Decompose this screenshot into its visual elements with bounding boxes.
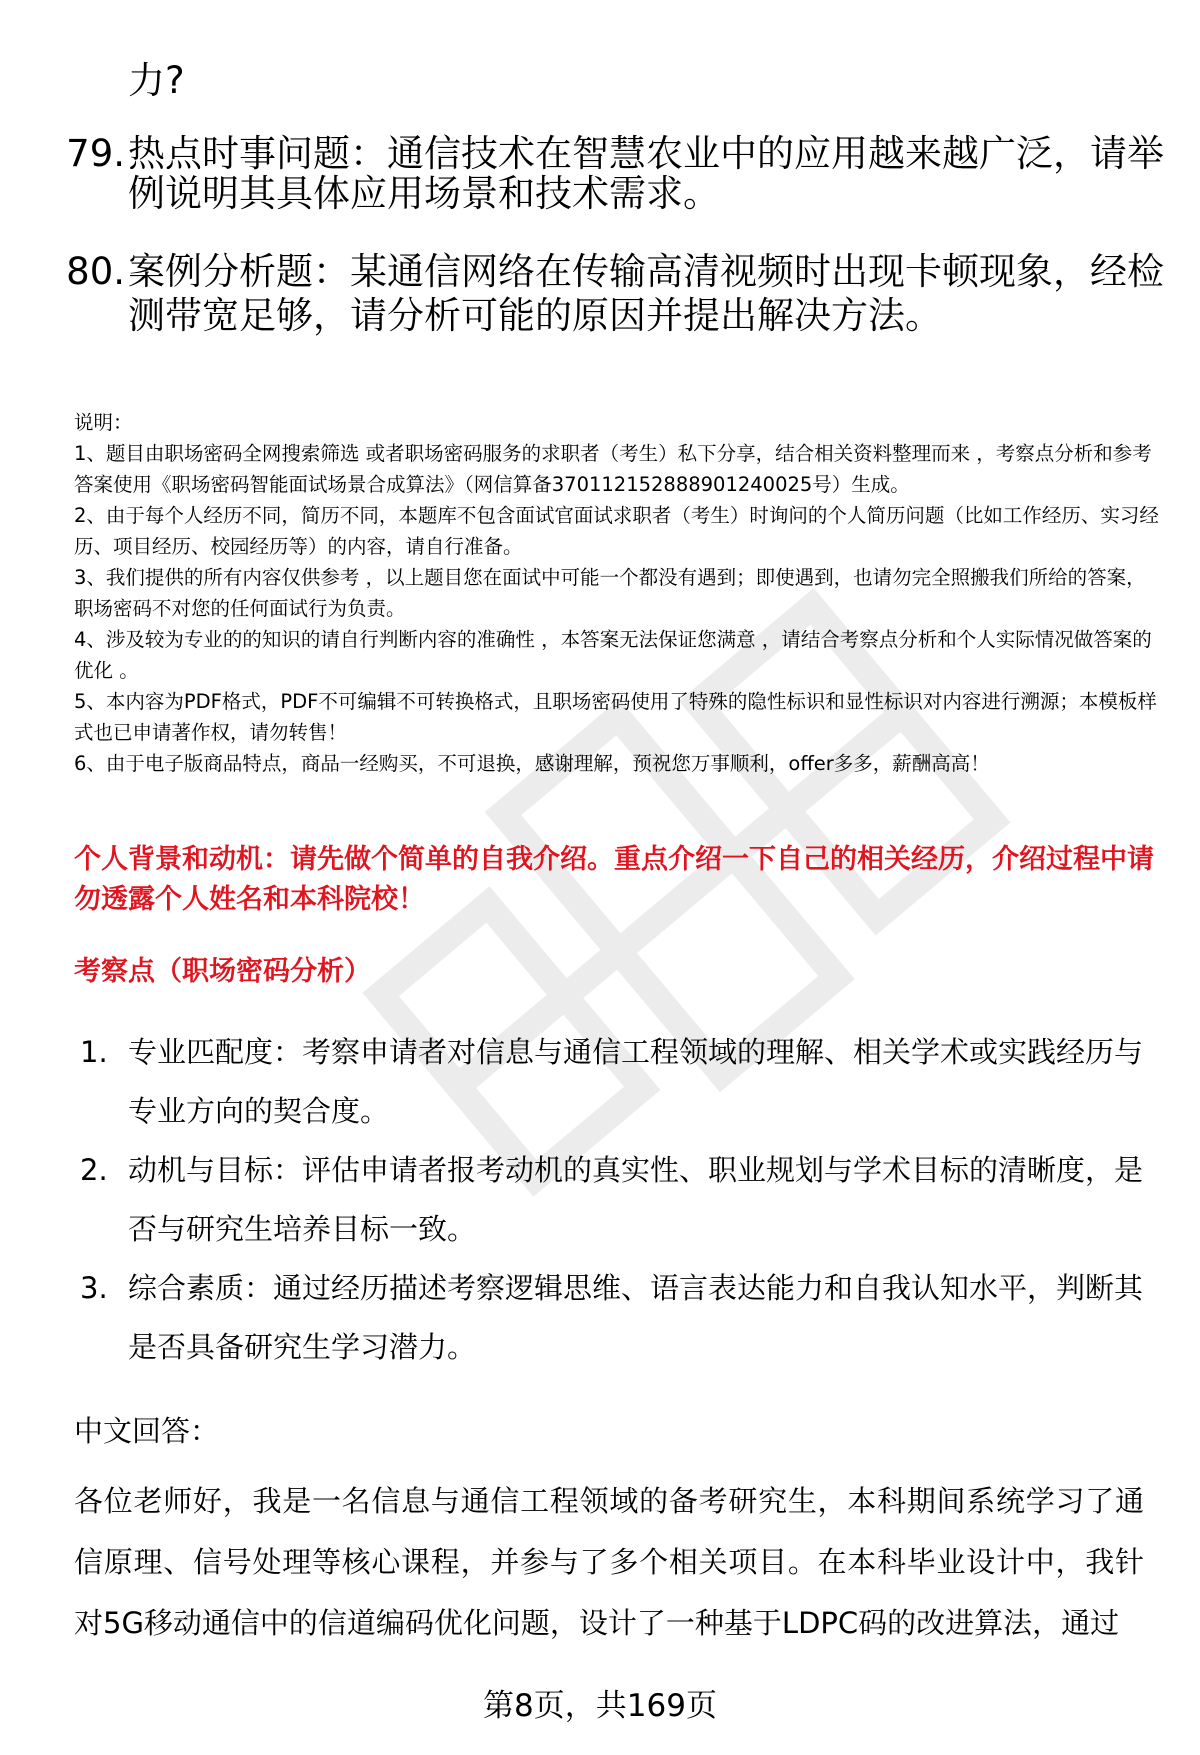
notes-title: 说明： [74,411,133,434]
exam-points-list [80,1023,1160,1377]
exam-points-title: 考察点（职场密码分析） [74,956,371,987]
list-item [80,1023,1160,1141]
note-item: 3、我们提供的所有内容仅供参考 ，以上题目您在面试中可能一个都没有遇到；即使遇到，也请勿完全照搬我们所给的答案，职场密码不对您的任何面试行为负责。 [74,566,1146,620]
question-text-line1: 案例分析题：某通信网络在传输高清视频时出现卡顿现象，经检 [128,250,1164,293]
list-item-text: 综合素质：通过经历描述考察逻辑思维、语言表达能力和自我认知水平，判断其是否具备研究生学习潜力。 [128,1271,1144,1364]
question-text-line2: 例说明其具体应用场景和技术需求。 [128,172,720,215]
notes-section [74,407,1164,779]
list-item [80,1259,1160,1377]
question-number: 79. [66,132,125,175]
page-footer: 第8页，共169页 [483,1688,717,1724]
list-item-text: 专业匹配度：考察申请者对信息与通信工程领域的理解、相关学术或实践经历与专业方向的契合度。 [128,1035,1144,1128]
list-item-number: 2. [80,1153,108,1187]
question-number: 80. [66,250,125,293]
list-item-text: 动机与目标：评估申请者报考动机的真实性、职业规划与学术目标的清晰度，是否与研究生培养目标一致。 [128,1153,1144,1246]
question-text-line2: 测带宽足够，请分析可能的原因并提出解决方法。 [128,294,942,337]
question-text-line1: 热点时事问题：通信技术在智慧农业中的应用越来越广泛，请举 [128,132,1164,175]
note-item: 1、题目由职场密码全网搜索筛选 或者职场密码服务的求职者（考生）私下分享，结合相关资料整理而来 ，考察点分析和参考答案使用《职场密码智能面试场景合成算法》（网信算备370112152888901240025号）生成。 [74,442,1152,496]
note-item: 2、由于每个人经历不同，简历不同，本题库不包含面试官面试求职者（考生）时询问的个人简历问题（比如工作经历、实习经历、项目经历、校园经历等）的内容，请自行准备。 [74,504,1159,558]
section-question: 个人背景和动机：请先做个简单的自我介绍。重点介绍一下自己的相关经历，介绍过程中请勿透露个人姓名和本科院校！ [74,844,1154,915]
list-item-number: 1. [80,1035,108,1069]
note-item: 5、本内容为PDF格式，PDF不可编辑不可转换格式，且职场密码使用了特殊的隐性标识和显性标识对内容进行溯源；本模板样式也已申请著作权，请勿转售！ [74,690,1157,744]
answer-label: 中文回答： [74,1414,220,1448]
note-item: 4、涉及较为专业的的知识的请自行判断内容的准确性 ，本答案无法保证您满意 ，请结合考察点分析和个人实际情况做答案的优化 。 [74,628,1152,682]
note-item: 6、由于电子版商品特点，商品一经购买，不可退换，感谢理解，预祝您万事顺利，offer多多，薪酬高高！ [74,752,990,775]
list-item-number: 3. [80,1271,108,1305]
previous-question-tail: 力? [128,59,185,102]
answer-text: 各位老师好，我是一名信息与通信工程领域的备考研究生，本科期间系统学习了通信原理、信号处理等核心课程，并参与了多个相关项目。在本科毕业设计中，我针对5G移动通信中的信道编码优化问题，设计了一种基于LDPC码的改进算法，通过 [74,1484,1144,1640]
list-item [80,1141,1160,1259]
